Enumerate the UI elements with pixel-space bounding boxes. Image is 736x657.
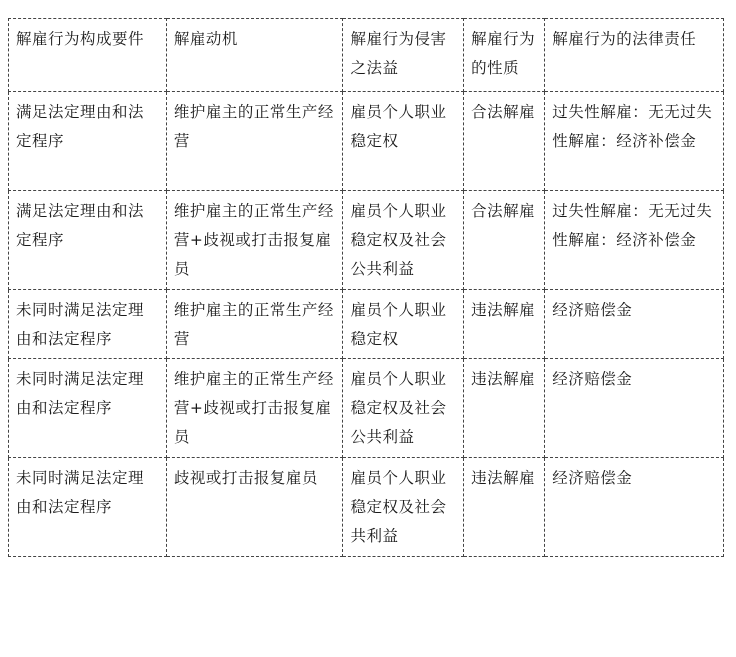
header-cell-elements: 解雇行为构成要件: [9, 19, 167, 92]
table-header-row: [9, 19, 724, 92]
table-cell: 合法解雇: [464, 92, 545, 191]
table-cell: 违法解雇: [464, 458, 545, 557]
table-cell: 经济赔偿金: [545, 359, 724, 458]
table-cell: 雇员个人职业稳定权及社会共利益: [343, 458, 464, 557]
dismissal-table: [8, 18, 724, 557]
table-cell: 未同时满足法定理由和法定程序: [9, 290, 167, 359]
table-row: [9, 458, 724, 557]
table-cell: 未同时满足法定理由和法定程序: [9, 458, 167, 557]
table-cell: 维护雇主的正常生产经营: [166, 92, 343, 191]
table-cell: 维护雇主的正常生产经营+歧视或打击报复雇员: [166, 191, 343, 290]
table-cell: 雇员个人职业稳定权: [343, 290, 464, 359]
header-cell-motive: 解雇动机: [166, 19, 343, 92]
table-cell: 雇员个人职业稳定权: [343, 92, 464, 191]
table-cell: 满足法定理由和法定程序: [9, 191, 167, 290]
table-cell: 过失性解雇：无无过失性解雇：经济补偿金: [545, 92, 724, 191]
table-cell: 雇员个人职业稳定权及社会公共利益: [343, 359, 464, 458]
table-row: [9, 92, 724, 191]
table-cell: 违法解雇: [464, 359, 545, 458]
header-cell-infringed-interest: 解雇行为侵害之法益: [343, 19, 464, 92]
table-cell: 违法解雇: [464, 290, 545, 359]
table-cell: 歧视或打击报复雇员: [166, 458, 343, 557]
table-cell: 维护雇主的正常生产经营+歧视或打击报复雇员: [166, 359, 343, 458]
table-cell: 未同时满足法定理由和法定程序: [9, 359, 167, 458]
table-cell: 维护雇主的正常生产经营: [166, 290, 343, 359]
table-cell: 雇员个人职业稳定权及社会公共利益: [343, 191, 464, 290]
table-cell: 经济赔偿金: [545, 290, 724, 359]
header-cell-liability: 解雇行为的法律责任: [545, 19, 724, 92]
table-row: [9, 290, 724, 359]
table-cell: 过失性解雇：无无过失性解雇：经济补偿金: [545, 191, 724, 290]
table-row: [9, 191, 724, 290]
table-row: [9, 359, 724, 458]
header-cell-nature: 解雇行为的性质: [464, 19, 545, 92]
table-cell: 经济赔偿金: [545, 458, 724, 557]
table-cell: 合法解雇: [464, 191, 545, 290]
table-cell: 满足法定理由和法定程序: [9, 92, 167, 191]
